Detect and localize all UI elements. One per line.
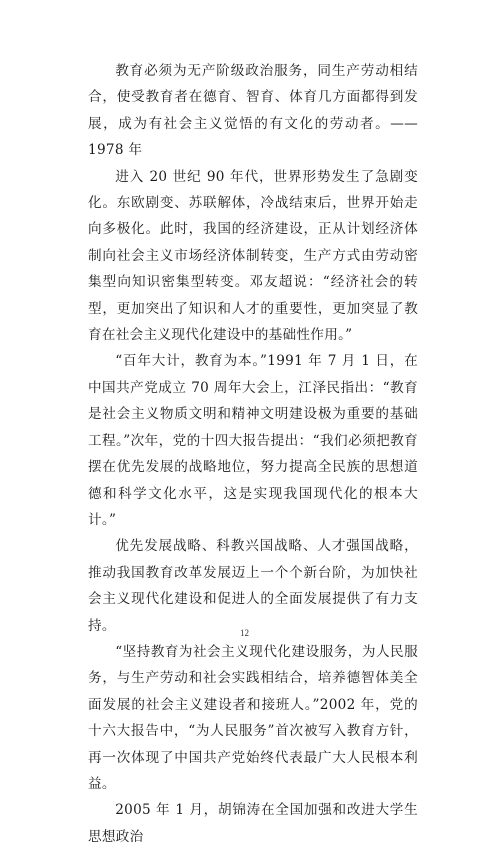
paragraph-development-strategies: 优先发展战略、科教兴国战略、人才强国战略，推动我国教育改革发展迈上一个个新台阶，为加快社会主义现代化建设和促进人的全面发展提供了有力支持。 — [88, 538, 418, 634]
page-number: 12 — [240, 628, 249, 638]
paragraph-jiang-zemin-1991: “百年大计，教育为本。”1991 年 7 月 1 日，在中国共产党成立 70 周年大会上，江泽民指出：“教育是社会主义物质文明和精神文明建设极为重要的基础工程。”次年，党的十四大报告提出：“我们必须把教育摆在优先发展的战略地位，努力提高全民族的思想道德和科学文化水平，这是实现我国现代化的根本大计。” — [88, 353, 418, 528]
body-text — [88, 58, 418, 850]
paragraph-education-policy-1978: 教育必须为无产阶级政治服务，同生产劳动相结合，使受教育者在德育、智育、体育几方面都得到发展，成为有社会主义觉悟的有文化的劳动者。——1978 年 — [88, 63, 418, 159]
paragraph-1990s-transition: 进入 20 世纪 90 年代，世界形势发生了急剧变化。东欧剧变、苏联解体，冷战结束后，世界开始走向多极化。此时，我国的经济建设，正从计划经济体制向社会主义市场经济体制转变，生产方式由劳动密集型向知识密集型转变。邓友超说：“经济社会的转型，更加突出了知识和人才的重要性，更加突显了教育在社会主义现代化建设中的基础性作用。” — [88, 168, 418, 344]
paragraph-hu-jintao-2005: 2005 年 1 月，胡锦涛在全国加强和改进大学生思想政治 — [88, 802, 418, 845]
paragraph-sixteenth-congress-2002: “坚持教育为社会主义现代化建设服务，为人民服务，与生产劳动和社会实践相结合，培养德智体美全面发展的社会主义建设者和接班人。”2002 年，党的十六大报告中，“为人民服务”首次被写入教育方针，再一次体现了中国共产党始终代表最广大人民根本利益。 — [88, 643, 418, 792]
